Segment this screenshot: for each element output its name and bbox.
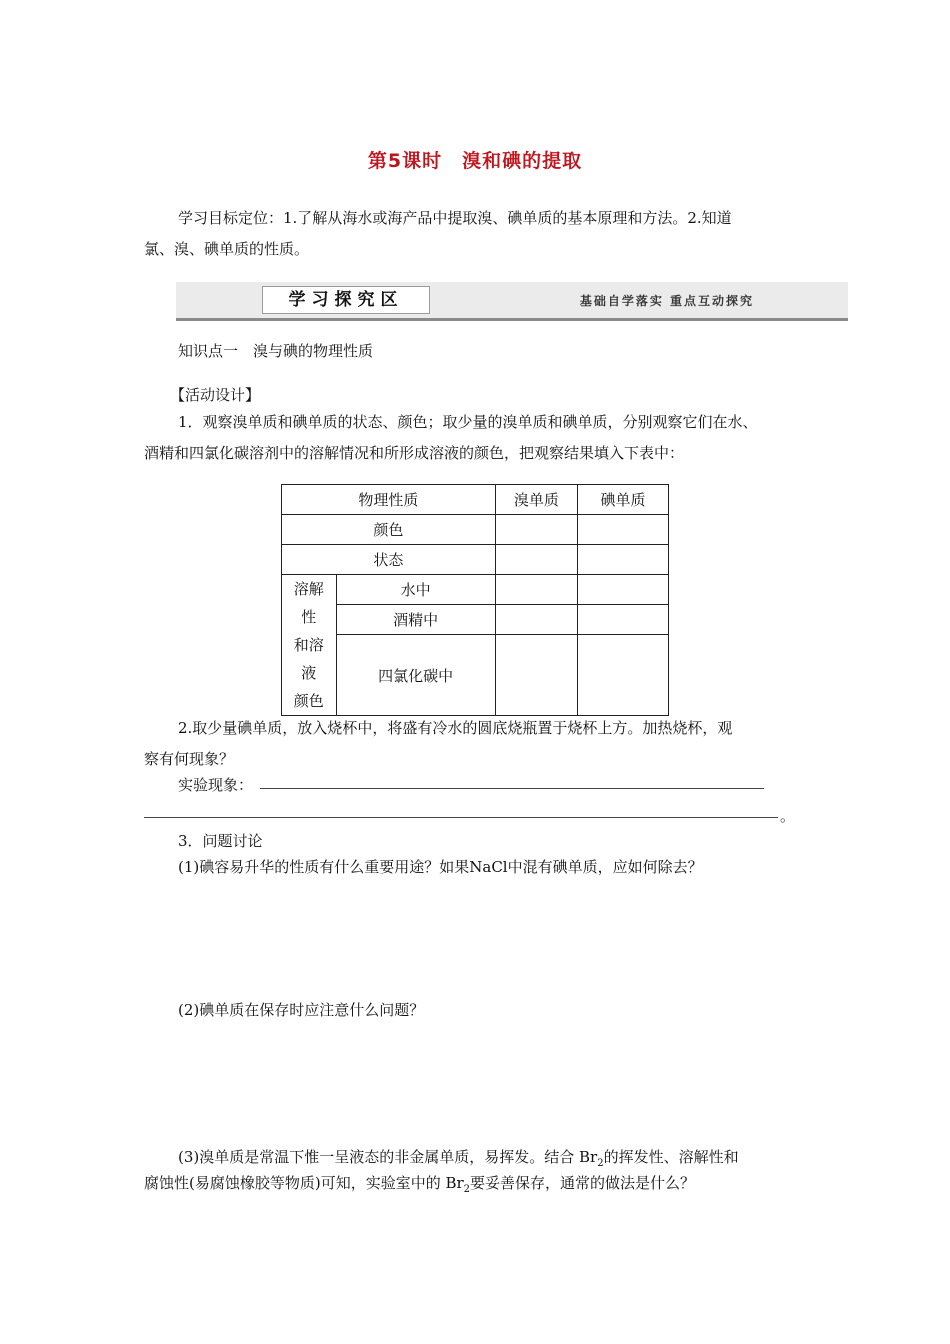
q3-part2: (2)碘单质在保存时应注意什么问题？ (178, 1001, 425, 1019)
q2-line2: 察有何现象？ (144, 750, 235, 768)
row-color-label: 颜色 (282, 515, 496, 545)
q3-part1: (1)碘容易升华的性质有什么重要用途？如果NaCl中混有碘单质，应如何除去？ (178, 858, 703, 876)
cell-empty (495, 545, 577, 575)
cell-empty (495, 605, 577, 635)
cell-empty (495, 515, 577, 545)
page-title: 第5课时 溴和碘的提取 (367, 150, 583, 172)
objectives-line2: 氯、溴、碘单质的性质。 (144, 240, 310, 258)
header-bromine: 溴单质 (495, 485, 577, 515)
answer-line[interactable] (260, 788, 764, 789)
cell-empty (495, 575, 577, 605)
section-heading: 知识点一 溴与碘的物理性质 (178, 342, 374, 360)
row-alcohol-label: 酒精中 (336, 605, 495, 635)
row-state-label: 状态 (282, 545, 496, 575)
banner-subtitle: 基础自学落实 重点互动探究 (579, 294, 754, 308)
banner-tab: 学习探究区 (262, 286, 430, 314)
q3-part3-line1: (3)溴单质是常温下惟一呈液态的非金属单质，易挥发。结合 $Br_2$的挥发性、溶解性和 (178, 1148, 739, 1169)
cell-empty (495, 635, 577, 716)
q3-heading: 3．问题讨论 (178, 832, 263, 850)
row-water-label: 水中 (336, 575, 495, 605)
cell-empty (577, 515, 668, 545)
cell-empty (577, 605, 668, 635)
cell-empty (577, 635, 668, 716)
objectives-line1: 学习目标定位：1.了解从海水或海产品中提取溴、碘单质的基本原理和方法。2.知道 (178, 209, 732, 227)
section-banner (176, 282, 848, 321)
q3-part3-line2: 腐蚀性(易腐蚀橡胶等物质)可知，实验室中的 $Br_2$要妥善保存，通常的做法是什么？ (144, 1174, 696, 1195)
cell-empty (577, 545, 668, 575)
q1-line1: 1．观察溴单质和碘单质的状态、颜色；取少量的溴单质和碘单质，分别观察它们在水、 (178, 413, 758, 431)
activity-heading: 【活动设计】 (170, 386, 261, 404)
q2-observation-label: 实验现象： (178, 776, 254, 794)
header-iodine: 碘单质 (577, 485, 668, 515)
q2-line1: 2.取少量碘单质，放入烧杯中，将盛有冷水的圆底烧瓶置于烧杯上方。加热烧杯，观 (178, 719, 733, 737)
q2-period: 。 (780, 807, 796, 825)
solubility-label: 溶解 性 和溶 液 颜色 (282, 575, 337, 716)
header-property: 物理性质 (282, 485, 496, 515)
cell-empty (577, 575, 668, 605)
row-ccl4-label: 四氯化碳中 (336, 635, 495, 716)
answer-line[interactable] (144, 817, 778, 818)
properties-table (281, 484, 669, 716)
q1-line2: 酒精和四氯化碳溶剂中的溶解情况和所形成溶液的颜色，把观察结果填入下表中： (144, 444, 685, 462)
